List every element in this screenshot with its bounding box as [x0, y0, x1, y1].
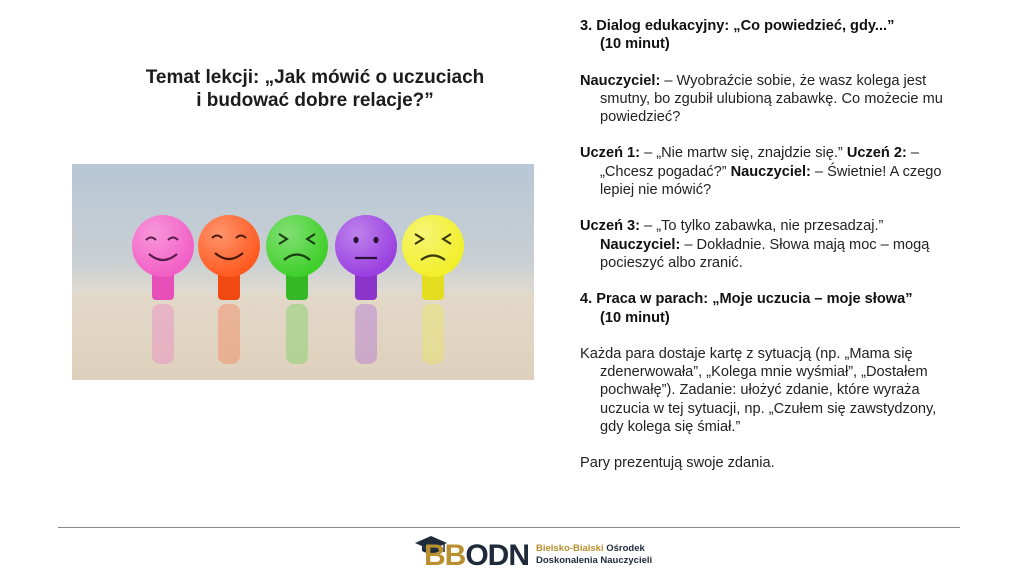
emotion-figures-image — [72, 164, 534, 380]
lesson-content — [580, 17, 960, 491]
student3-label: Uczeń 3: — [580, 218, 641, 235]
dialog-conclusion — [580, 217, 960, 272]
bbodn-logo — [414, 534, 674, 574]
teacher3-text: – Dokładnie. Słowa mają moc – mogą pocieszyć albo zranić. — [600, 236, 930, 271]
student1-label: Uczeń 1: — [580, 145, 641, 162]
logo-institution-name — [536, 543, 652, 567]
section3-duration: (10 minut) — [600, 36, 670, 53]
emotions-photo — [72, 164, 534, 380]
student2-label: Uczeń 2: — [846, 145, 907, 162]
section3-title: 3. Dialog edukacyjny: „Co powiedzieć, gdy...” — [580, 18, 895, 34]
dialog-students-answers — [580, 144, 960, 199]
teacher-question-text: – Wyobraźcie sobie, że wasz kolega jest smutny, bo zgubił ulubioną zabawkę. Co możecie mu powiedzieć? — [600, 72, 943, 126]
section4-duration: (10 minut) — [600, 309, 670, 326]
lesson-title-line2: i budować dobre relacje?” — [196, 90, 434, 111]
teacher3-label: Nauczyciel: — [600, 236, 681, 253]
lesson-title — [100, 66, 530, 112]
logo-mark-gold: BB — [424, 539, 466, 572]
teacher2-text: – Świetnie! A czego lepiej nie mówić? — [600, 163, 942, 199]
lesson-title-line1: Temat lekcji: „Jak mówić o uczuciach — [145, 67, 485, 88]
section4-task: Każda para dostaje kartę z sytuacją (np. „Mama się zdenerwowała”, „Kolega mnie wyśmiał”, „Dostałem pochwałę”). Zadanie: ułożyć zdanie, które wyraża uczucia w tej sytuacji, np. „Czułem się zawstydzony, gdy kolega się śmiał.” — [580, 345, 937, 436]
logo-line1-gold: Bielsko-Bialski — [536, 543, 604, 554]
teacher2-label: Nauczyciel: — [730, 163, 811, 180]
logo-wordmark — [424, 540, 529, 572]
section3-heading — [580, 17, 960, 54]
section4-heading — [580, 290, 960, 327]
logo-line2: Doskonalenia Nauczycieli — [536, 555, 653, 566]
section4-closing: Pary prezentują swoje zdania. — [580, 455, 775, 472]
teacher-label: Nauczyciel: — [580, 72, 661, 89]
student3-text: – „To tylko zabawka, nie przesadzaj.” — [640, 218, 884, 235]
logo-line1-dark: Ośrodek — [603, 543, 645, 554]
logo-mark-dark: ODN — [465, 539, 530, 572]
footer-divider — [58, 527, 960, 528]
student2-text: – „Chcesz pogadać?” — [600, 145, 920, 180]
dialog-teacher-question — [580, 72, 960, 127]
student1-text: – „Nie martw się, znajdzie się.” — [640, 145, 847, 162]
section4-title: 4. Praca w parach: „Moje uczucia – moje słowa” — [580, 291, 913, 308]
